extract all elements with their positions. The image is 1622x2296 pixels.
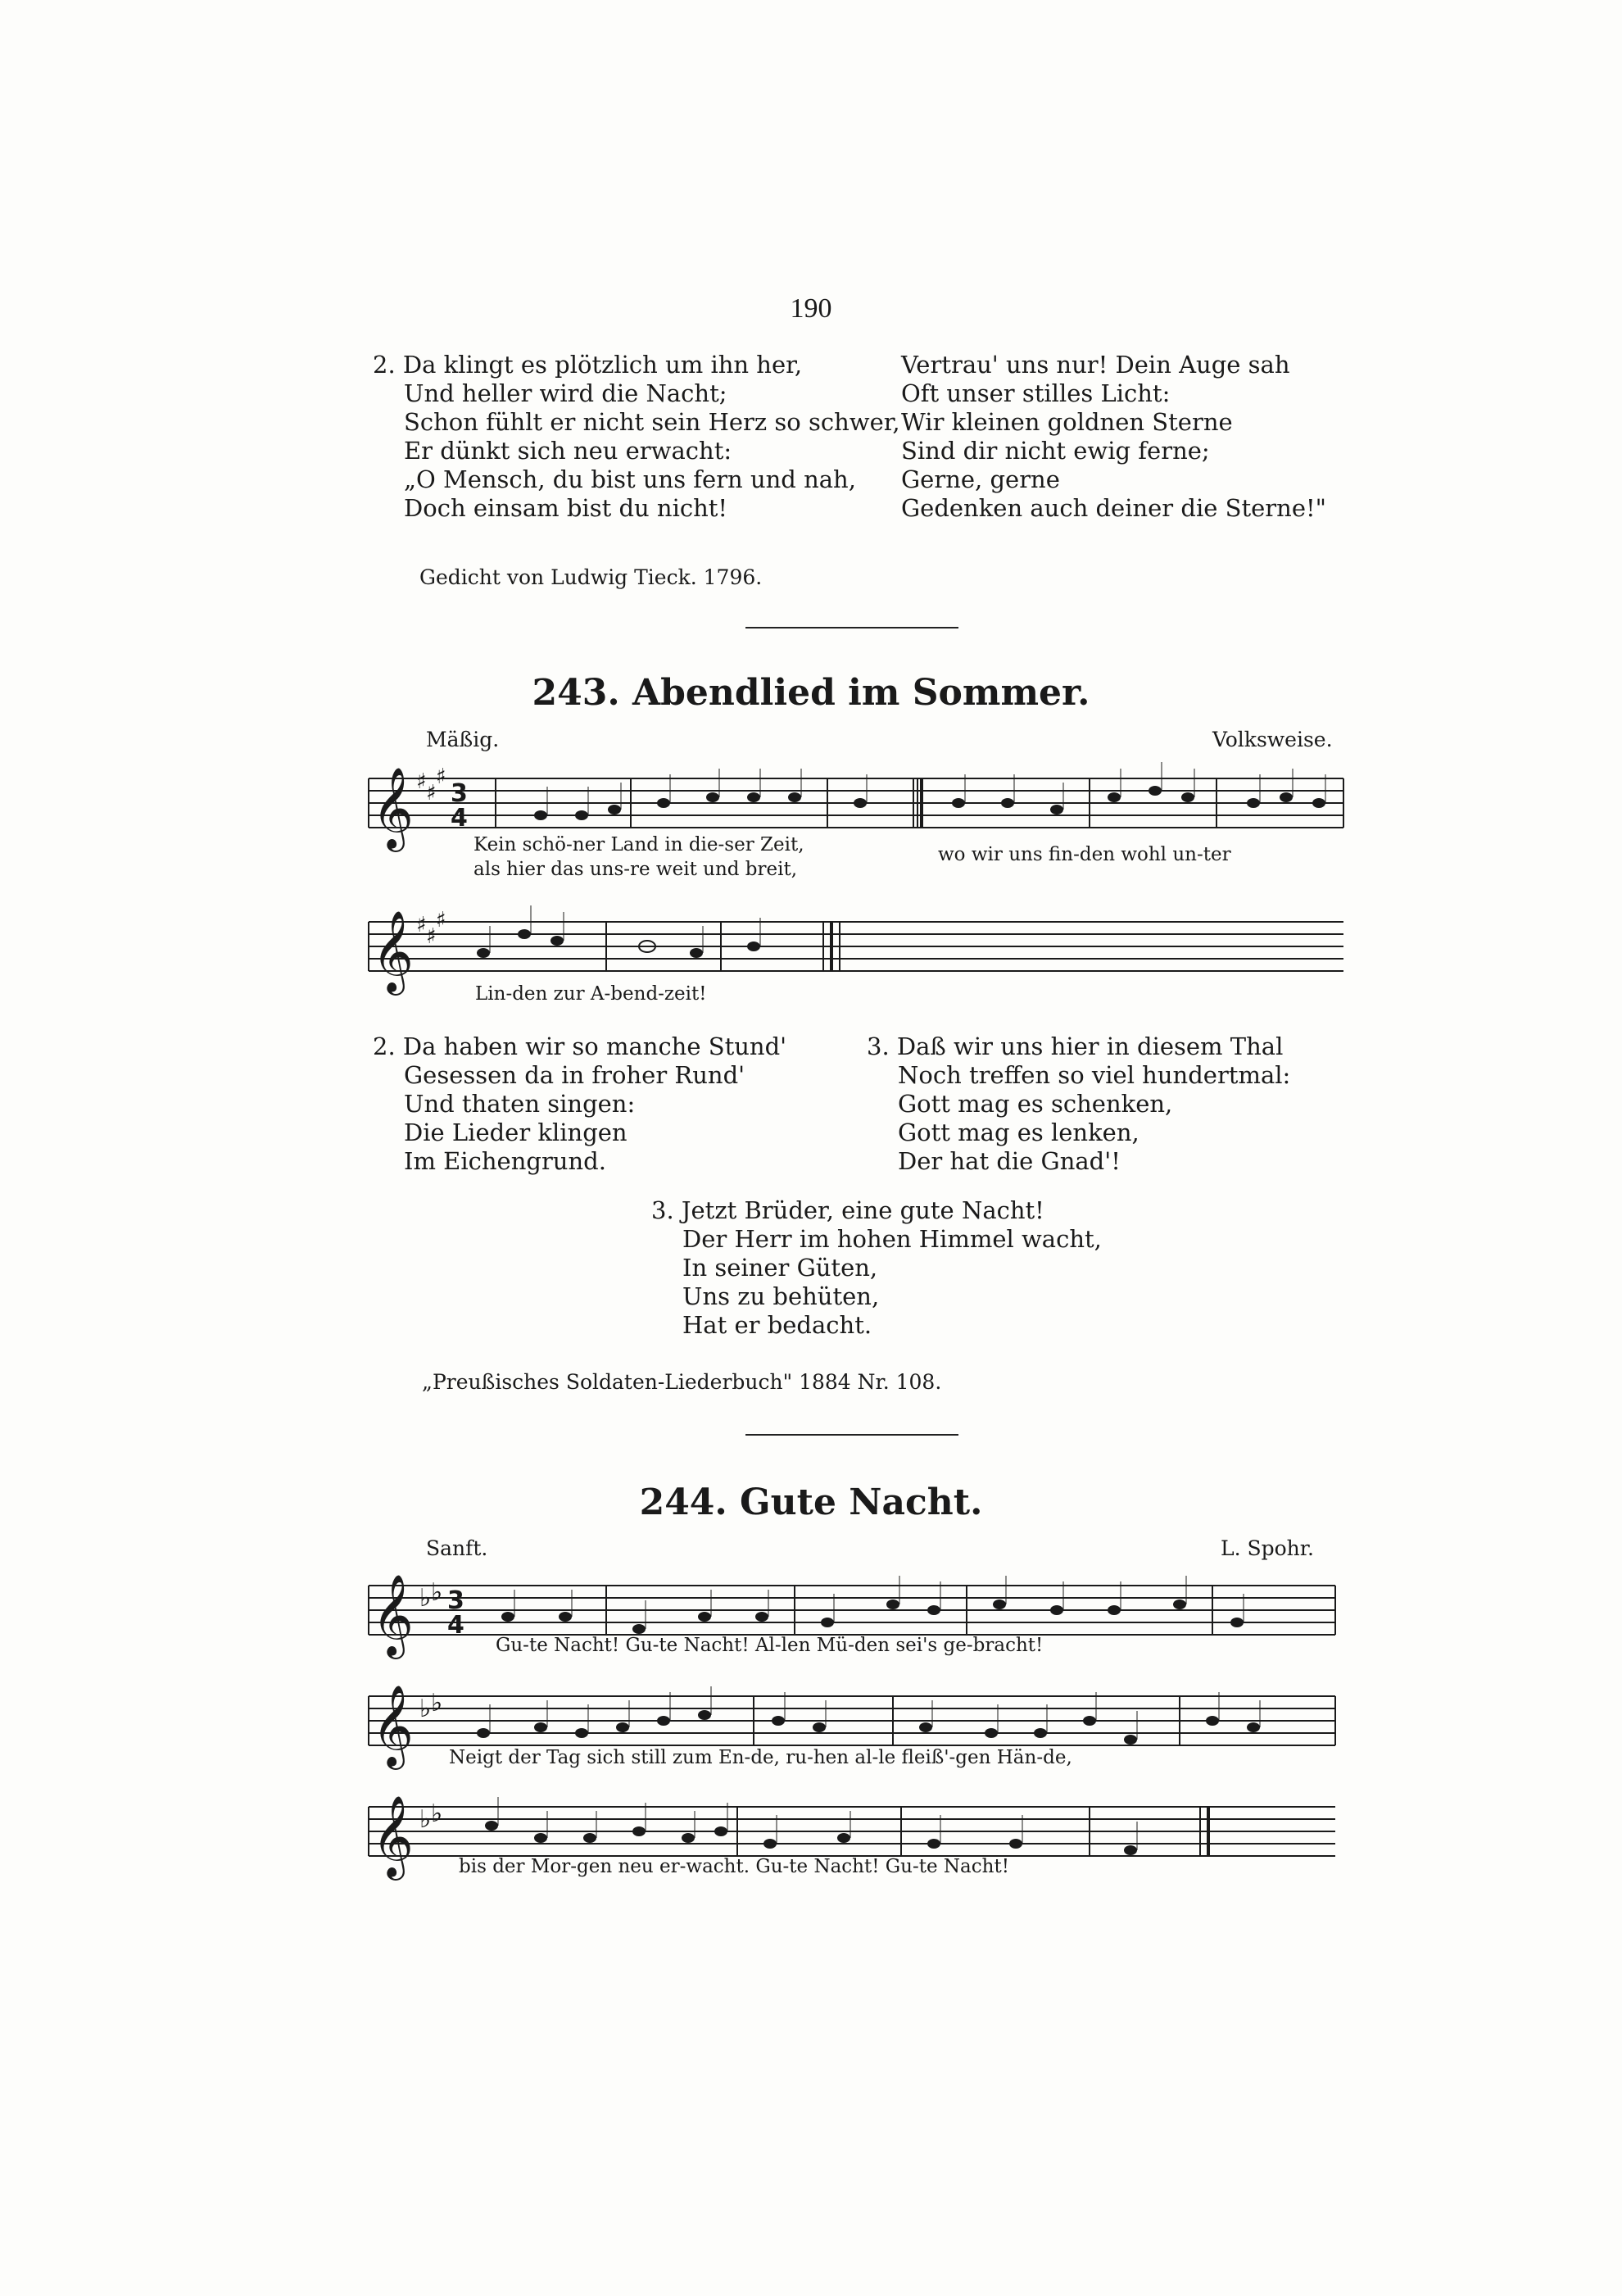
song-source: „Preußisches Soldaten-Liederbuch" 1884 Nr. 108. xyxy=(422,1370,942,1394)
tempo-marking: Mäßig. xyxy=(426,728,500,751)
sharp-icon: ♯ xyxy=(436,908,446,932)
verse-line: 3. Daß wir uns hier in diesem Thal xyxy=(867,1032,1284,1060)
lyric-line: Gu-te Nacht! Gu-te Nacht! Al-len Mü-den sei's ge-bracht! xyxy=(496,1635,1044,1656)
verse-line: Der Herr im hohen Himmel wacht, xyxy=(682,1225,1102,1253)
poem-line: Er dünkt sich neu erwacht: xyxy=(404,437,732,465)
poem-line: „O Mensch, du bist uns fern und nah, xyxy=(404,465,856,493)
verse-line: Gesessen da in froher Rund' xyxy=(404,1061,745,1089)
sharp-icon: ♯ xyxy=(436,765,446,789)
composer-credit: Volksweise. xyxy=(1212,728,1333,751)
treble-clef-icon: 𝄞 xyxy=(372,910,414,992)
poem-line: Und heller wird die Nacht; xyxy=(404,379,727,407)
sharp-icon: ♯ xyxy=(426,924,437,949)
treble-clef-icon: 𝄞 xyxy=(372,1574,414,1656)
time-signature-denominator: 4 xyxy=(447,1611,464,1640)
poem-line: Doch einsam bist du nicht! xyxy=(404,494,728,522)
poem-line: Gedenken auch deiner die Sterne!" xyxy=(901,494,1326,522)
song-title: 243. Abendlied im Sommer. xyxy=(532,672,1090,714)
song-title: 244. Gute Nacht. xyxy=(639,1482,983,1523)
sharp-icon: ♯ xyxy=(426,781,437,805)
treble-clef-icon: 𝄞 xyxy=(372,1795,414,1877)
treble-clef-icon: 𝄞 xyxy=(372,1685,414,1767)
poem-line: Sind dir nicht ewig ferne; xyxy=(901,437,1210,465)
verse-line: Gott mag es schenken, xyxy=(898,1090,1173,1118)
verse-line: Im Eichengrund. xyxy=(404,1147,606,1175)
poem-line: Schon fühlt er nicht sein Herz so schwer, xyxy=(404,408,900,436)
tempo-marking: Sanft. xyxy=(426,1536,488,1560)
poem-source: Gedicht von Ludwig Tieck. 1796. xyxy=(419,565,763,589)
poem-left-column xyxy=(373,351,900,523)
poem-line: Wir kleinen goldnen Sterne xyxy=(901,408,1233,436)
verse-line: Gott mag es lenken, xyxy=(898,1119,1139,1146)
flat-icon: ♭ xyxy=(431,1689,443,1717)
lyric-line: als hier das uns-re weit und breit, xyxy=(473,859,798,880)
verse-line: Und thaten singen: xyxy=(404,1090,636,1118)
verse-line: Noch treffen so viel hundertmal: xyxy=(898,1061,1291,1089)
lyric-line: Kein schö-ner Land in die-ser Zeit, xyxy=(473,834,804,855)
flat-icon: ♭ xyxy=(431,1799,443,1828)
verse-3 xyxy=(867,1032,1290,1176)
poem-line: 2. Da klingt es plötzlich um ihn her, xyxy=(373,351,803,379)
poem-line: Vertrau' uns nur! Dein Auge sah xyxy=(901,351,1290,379)
verse-line: 3. Jetzt Brüder, eine gute Nacht! xyxy=(651,1196,1044,1224)
poem-line: Oft unser stilles Licht: xyxy=(901,379,1171,407)
verse-4 xyxy=(651,1196,1102,1340)
verse-line: 2. Da haben wir so manche Stund' xyxy=(373,1032,787,1060)
flat-icon: ♭ xyxy=(431,1578,443,1607)
sharp-icon: ♯ xyxy=(416,769,427,794)
treble-clef-icon: 𝄞 xyxy=(372,767,414,849)
section-divider xyxy=(745,1434,958,1436)
verse-2 xyxy=(373,1032,786,1176)
page-number: 190 xyxy=(790,293,832,324)
verse-line: Uns zu behüten, xyxy=(682,1282,880,1310)
section-divider xyxy=(745,627,958,628)
verse-line: In seiner Güten, xyxy=(682,1254,878,1282)
poem-line: Gerne, gerne xyxy=(901,465,1060,493)
verse-line: Die Lieder klingen xyxy=(404,1119,628,1146)
flat-icon: ♭ xyxy=(419,1695,432,1723)
time-signature-denominator: 4 xyxy=(451,804,468,833)
lyric-line: Lin-den zur A-bend-zeit! xyxy=(475,983,707,1005)
flat-icon: ♭ xyxy=(419,1584,432,1613)
lyric-line: Neigt der Tag sich still zum En-de, ru-hen al-le fleiß'-gen Hän-de, xyxy=(449,1747,1072,1768)
verse-line: Der hat die Gnad'! xyxy=(898,1147,1121,1175)
poem-right-column xyxy=(901,351,1326,523)
sharp-icon: ♯ xyxy=(416,913,427,937)
lyric-line: bis der Mor-gen neu er-wacht. Gu-te Nacht! Gu-te Nacht! xyxy=(459,1856,1009,1877)
composer-credit: L. Spohr. xyxy=(1221,1536,1314,1560)
lyric-line: wo wir uns fin-den wohl un-ter xyxy=(938,844,1231,865)
time-signature-numerator: 3 xyxy=(451,779,468,808)
verse-line: Hat er bedacht. xyxy=(682,1311,872,1339)
time-signature-numerator: 3 xyxy=(447,1586,464,1615)
flat-icon: ♭ xyxy=(419,1805,432,1834)
